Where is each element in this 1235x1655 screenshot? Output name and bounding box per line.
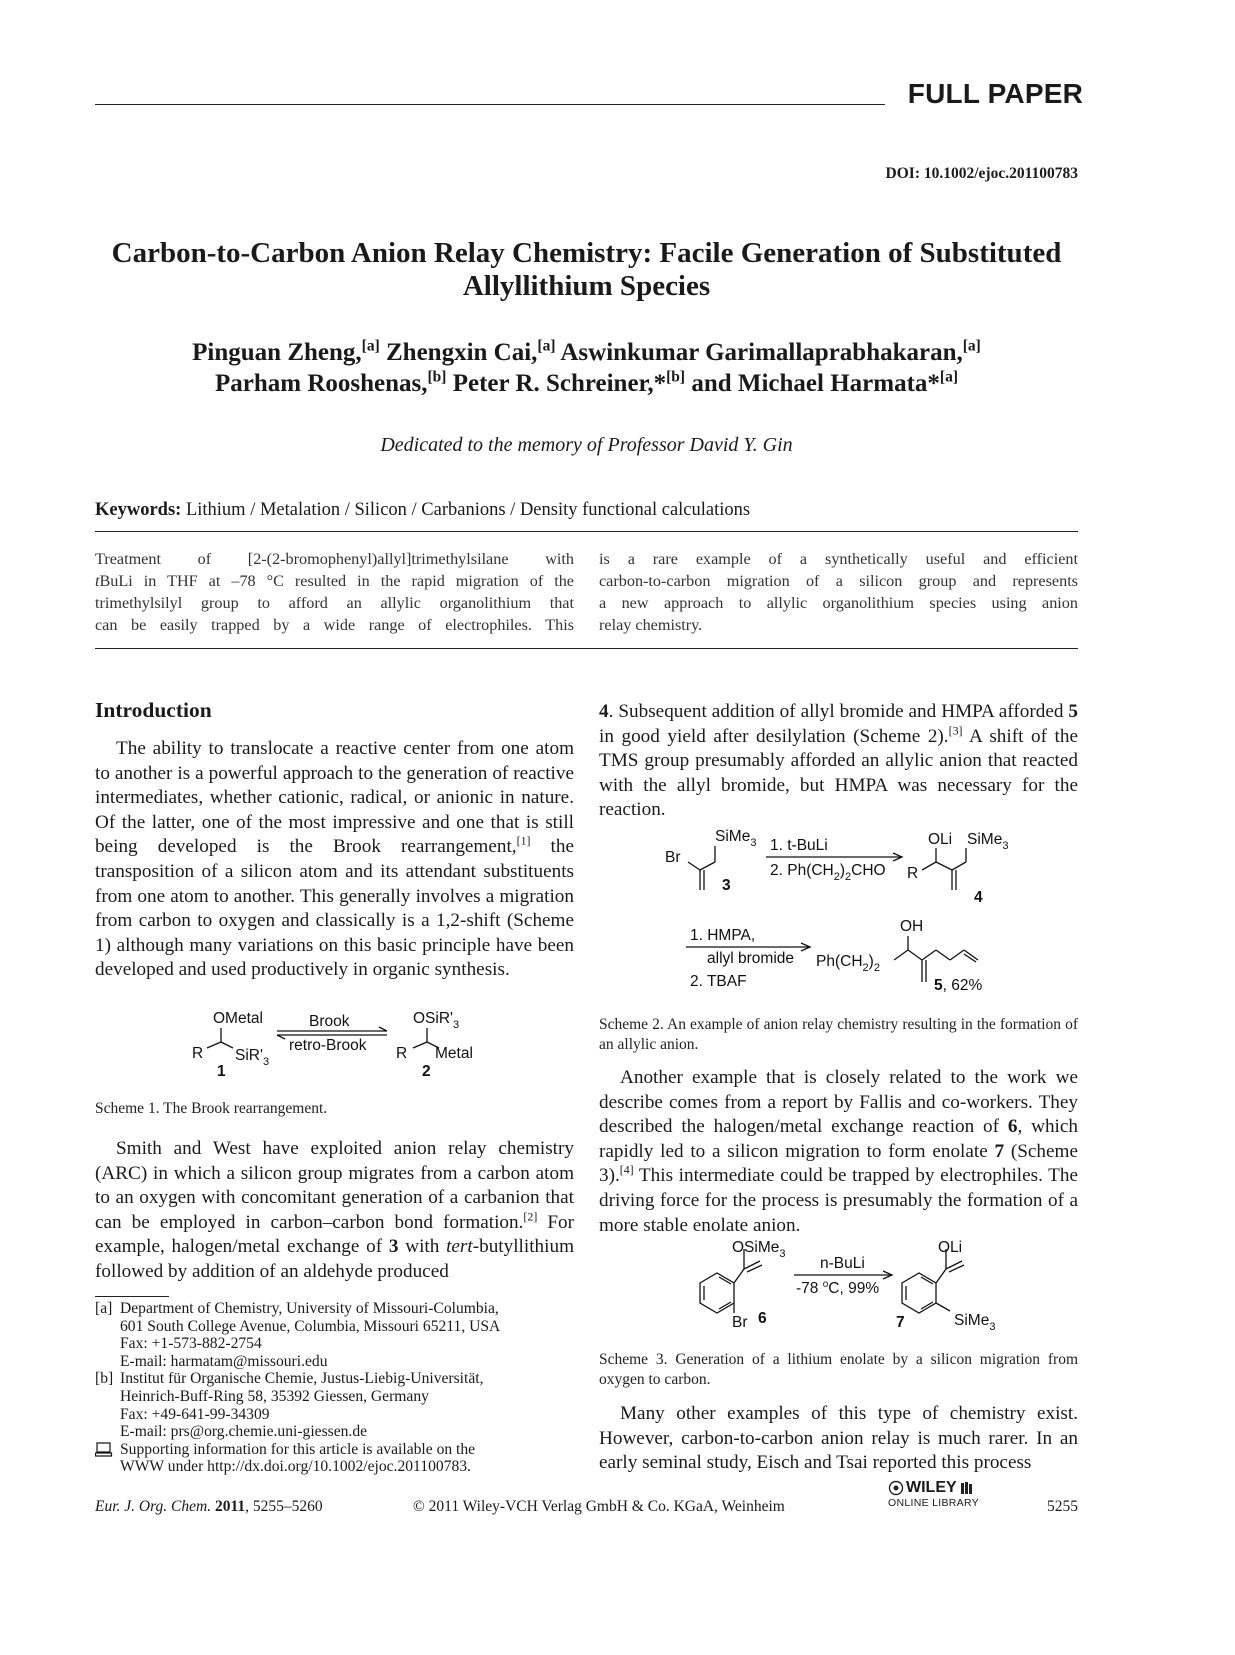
footnote-b-line: Institut für Organische Chemie, Justus-Liebig-Universität,: [120, 1370, 484, 1388]
s1-c2-r: R: [396, 1045, 408, 1062]
book-icon: [960, 1481, 974, 1495]
s2-step2c: 2. TBAF: [690, 973, 747, 990]
keywords-text: Lithium / Metalation / Silicon / Carbanions / Density functional calculations: [185, 500, 751, 520]
footer-journal: Eur. J. Org. Chem.: [95, 1498, 212, 1515]
supporting-info-line: Supporting information for this article is available on the: [120, 1440, 476, 1458]
abstract-right-line: is a rare example of a synthetically useful and efficient: [599, 550, 1078, 568]
italic-t: t: [95, 572, 100, 590]
s2-sime3: SiMe$_3$: [715, 828, 757, 849]
s2-oli: OLi: [928, 831, 953, 848]
author-affiliation: [a]: [939, 368, 958, 386]
title-line-2: Allyllithium Species: [462, 270, 711, 302]
scheme-1: [185, 1002, 485, 1084]
footnotes: [95, 1300, 574, 1476]
keywords: [95, 500, 750, 521]
intro-heading: Introduction: [95, 698, 212, 722]
footnote-a-line: Fax: +1-573-882-2754: [120, 1335, 262, 1353]
abstract-left-line: can be easily trapped by a wide range of electrophiles. This: [95, 616, 574, 634]
s3-compound-6: 6: [758, 1310, 767, 1327]
s3-reagent: n-BuLi: [820, 1255, 865, 1272]
footer-citation: [95, 1498, 323, 1516]
abstract-top-rule: [95, 531, 1078, 532]
s3-sime3: SiMe$_3$: [954, 1312, 996, 1333]
authors-line-1: [95, 337, 1078, 368]
footer-pages: , 5255–5260: [245, 1498, 323, 1515]
s1-reverse-label: retro-Brook: [289, 1037, 367, 1054]
footnote-a: [95, 1300, 574, 1370]
title-line-1: Carbon-to-Carbon Anion Relay Chemistry: Facile Generation of Substituted: [111, 237, 1062, 269]
footnote-b-line: Fax: +49-641-99-34309: [120, 1405, 270, 1423]
s2-ph: $Ph(CH_2)_2$: [816, 953, 880, 974]
scheme-2-caption: Scheme 2. An example of anion relay chemistry resulting in the formation of an allylic anion.: [599, 1016, 1078, 1053]
s2-oh: OH: [900, 918, 924, 935]
computer-icon: [95, 1441, 120, 1476]
intro-paragraph-1: The ability to translocate a reactive center from one atom to another is a powerful approach to the generation of reactive intermediates, whether cationic, radical, or anionic in nature. Of the latter, one of the most impressive and one that is still being developed is the Brook rearrangement,[1] the transposition of a silicon atom and its attendant substituents from one atom to another. This generally involves a migration from carbon to oxygen and classically is a 1,2-shift (Scheme 1) although many variations on this basic principle have been developed and used productively in organic synthesis.: [95, 738, 574, 981]
s2-compound-3: 3: [722, 877, 731, 894]
s1-c1-top: OMetal: [213, 1010, 263, 1027]
footnote-a-line: 601 South College Avenue, Columbia, Missouri 65211, USA: [120, 1317, 501, 1335]
intro-paragraph-2: Smith and West have exploited anion relay chemistry (ARC) in which a silicon group migrates from a carbon atom to an oxygen with concomitant generation of a carbanion that can be employed in carbon–carbon bond formation.[2] For example, halogen/metal exchange of 3 with tert-butyllithium followed by addition of an aldehyde produced: [95, 1138, 574, 1282]
s1-compound-2: 2: [422, 1063, 431, 1080]
s2-r: R: [907, 865, 919, 882]
s1-compound-1: 1: [217, 1063, 226, 1080]
wiley-logo-sub: ONLINE LIBRARY: [888, 1497, 979, 1509]
footnote-supporting-info: [95, 1441, 574, 1476]
author-name: Pinguan Zheng,: [192, 339, 362, 366]
footnote-a-email[interactable]: E-mail: harmatam@missouri.edu: [120, 1352, 328, 1370]
intro-paragraph-4: Another example that is closely related to the work we describe comes from a report by Fallis and co-workers. They described the halogen/metal exchange reaction of 6, which rapidly led to a silicon migration to form enolate 7 (Scheme 3).[4] This intermediate could be trapped by electrophiles. The driving force for the process is presumably the formation of a more stable enolate anion.: [599, 1067, 1078, 1236]
doi: DOI: 10.1002/ejoc.201100783: [885, 165, 1078, 182]
footnote-b-line: Heinrich-Buff-Ring 58, 35392 Giessen, Germany: [120, 1387, 429, 1405]
s2-product-5: 5, 62%: [934, 977, 983, 994]
author-name: Zhengxin Cai,: [379, 339, 538, 366]
abstract-left-line: trimethylsilyl group to afford an allylic organolithium that: [95, 594, 574, 612]
author-name: Aswinkumar Garimallaprabhakaran,: [555, 339, 963, 366]
s1-c1-r: R: [192, 1045, 204, 1062]
wiley-logo: [888, 1479, 988, 1509]
author-name: Peter R. Schreiner,*: [446, 370, 667, 397]
s2-step2b: allyl bromide: [707, 950, 795, 967]
abstract-right-line: carbon-to-carbon migration of a silicon group and represents: [599, 572, 1078, 590]
s2-step2a: 1. HMPA,: [690, 927, 756, 944]
abstract-bottom-rule: [95, 648, 1078, 649]
s3-compound-7: 7: [896, 1314, 905, 1331]
author-affiliation: [a]: [361, 337, 380, 355]
dedication: Dedicated to the memory of Professor David Y. Gin: [380, 434, 793, 456]
s2-sime3-4: SiMe$_3$: [967, 831, 1009, 852]
author-affiliation: [a]: [537, 337, 556, 355]
header-rule: [95, 104, 885, 105]
scheme-3-caption: Scheme 3. Generation of a lithium enolate by a silicon migration from oxygen to carbon.: [599, 1351, 1078, 1388]
scheme-1-caption: Scheme 1. The Brook rearrangement.: [95, 1100, 328, 1117]
abstract-right: [599, 548, 1078, 636]
scheme-2: [660, 820, 1040, 1000]
author-affiliation: [b]: [666, 368, 686, 386]
footnote-b-label: [b]: [95, 1370, 114, 1388]
supporting-info-link[interactable]: WWW under http://dx.doi.org/10.1002/ejoc.201100783.: [120, 1458, 471, 1476]
article-title: [95, 237, 1078, 303]
s2-step1b: 2. $Ph(CH_2)_2CHO$: [770, 862, 886, 883]
s2-compound-4: 4: [974, 889, 983, 906]
footnote-b: [95, 1370, 574, 1440]
footnote-a-label: [a]: [95, 1300, 113, 1317]
s3-osime3: OSiMe$_3$: [732, 1239, 786, 1260]
footer-copyright: © 2011 Wiley-VCH Verlag GmbH & Co. KGaA, Weinheim: [413, 1498, 785, 1515]
s1-c2-top: $OSiR'_3$: [413, 1010, 460, 1031]
author-name: and Michael Harmata*: [685, 370, 940, 397]
authors: [95, 337, 1078, 399]
author-name: Parham Rooshenas,: [215, 370, 428, 397]
s3-conditions: -78 $^o$C, 99%: [796, 1279, 880, 1297]
author-affiliation: [a]: [962, 337, 981, 355]
intro-paragraph-3: 4. Subsequent addition of allyl bromide and HMPA afforded 5 in good yield after desilylation (Scheme 2).[3] A shift of the TMS group presumably afforded an allylic anion that reacted with the allyl bromide, but HMPA was necessary for the reaction.: [599, 701, 1078, 821]
footnote-rule: [95, 1296, 169, 1297]
s1-forward-label: Brook: [309, 1013, 350, 1030]
scheme-3: [670, 1235, 1030, 1335]
s3-oli: OLi: [938, 1239, 963, 1256]
footnote-a-line: Department of Chemistry, University of Missouri-Columbia,: [120, 1300, 499, 1317]
authors-line-2: [95, 368, 1078, 399]
abstract-right-line: relay chemistry.: [599, 616, 703, 634]
abstract-left-line: tBuLi in THF at –78 °C resulted in the rapid migration of the: [95, 572, 574, 590]
abstract-right-line: a new approach to allylic organolithium species using anion: [599, 594, 1078, 612]
footer-year: 2011: [214, 1498, 246, 1515]
s2-br: Br: [665, 849, 681, 866]
s3-br: Br: [732, 1314, 748, 1331]
abstract-left-line: Treatment of [2-(2-bromophenyl)allyl]trimethylsilane with: [95, 550, 574, 568]
wiley-seal-icon: [888, 1480, 904, 1496]
section-label: FULL PAPER: [907, 78, 1083, 109]
wiley-logo-text: WILEY: [906, 1479, 957, 1496]
author-affiliation: [b]: [427, 368, 447, 386]
intro-paragraph-5: Many other examples of this type of chemistry exist. However, carbon-to-carbon anion relay is much rarer. In an early seminal study, Eisch and Tsai reported this process: [599, 1403, 1078, 1474]
keywords-label: Keywords:: [95, 500, 182, 520]
s1-c2-metal: Metal: [435, 1045, 473, 1062]
footnote-b-email[interactable]: E-mail: prs@org.chemie.uni-giessen.de: [120, 1423, 368, 1441]
page-number: 5255: [1047, 1498, 1078, 1515]
abstract-left: [95, 548, 574, 636]
s2-step1a: 1. t-BuLi: [770, 837, 828, 854]
s1-c1-si: $SiR'_3$: [235, 1047, 270, 1068]
